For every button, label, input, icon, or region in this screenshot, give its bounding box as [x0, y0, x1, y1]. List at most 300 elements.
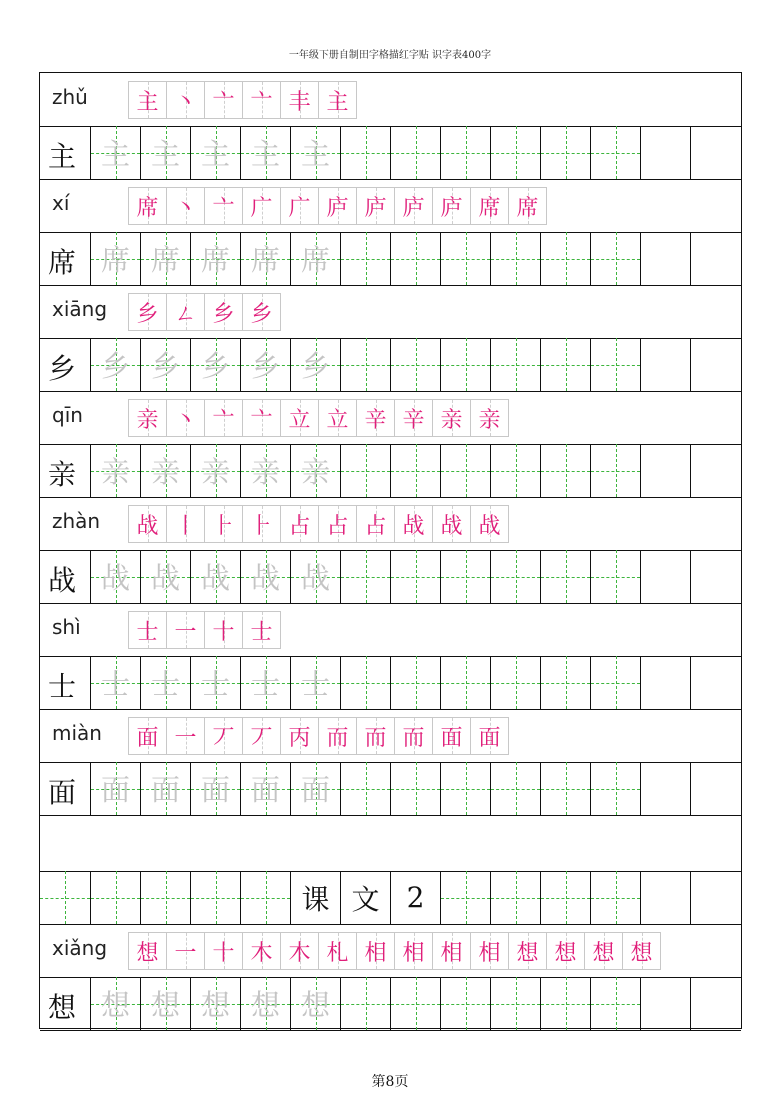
tianzige-cell[interactable]	[290, 656, 340, 709]
stroke-step	[243, 612, 280, 648]
stroke-glyph: 丙	[288, 725, 311, 751]
stroke-glyph: 一	[174, 619, 197, 645]
trace-character: 亲	[200, 455, 230, 489]
stroke-glyph: 木	[250, 940, 273, 966]
stroke-order-strip	[128, 187, 547, 225]
tianzige-cell[interactable]	[390, 444, 440, 497]
tianzige-cell[interactable]	[340, 871, 390, 924]
trace-character: 乡	[150, 349, 180, 383]
tianzige-cell[interactable]	[690, 871, 740, 924]
pinyin-row	[40, 603, 741, 657]
pinyin-row	[40, 285, 741, 339]
tianzige-cell[interactable]	[90, 762, 140, 815]
stroke-glyph: 亲	[136, 407, 159, 433]
stroke-glyph: 辛	[402, 407, 425, 433]
tianzige-cell[interactable]	[590, 656, 640, 709]
tianzige-cell[interactable]	[490, 126, 540, 179]
stroke-step	[433, 718, 471, 754]
stroke-glyph: 相	[440, 940, 463, 966]
trace-character: 主	[100, 137, 130, 171]
tianzige-cell[interactable]	[290, 871, 340, 924]
tianzige-cell[interactable]	[90, 977, 140, 1030]
tianzige-cell[interactable]	[140, 762, 190, 815]
stroke-step	[433, 188, 471, 224]
stroke-step	[129, 188, 167, 224]
tianzige-cell[interactable]	[440, 232, 490, 285]
stroke-glyph: 主	[326, 89, 349, 115]
stroke-step	[395, 188, 433, 224]
stroke-glyph: 想	[630, 940, 653, 966]
stroke-step	[129, 294, 167, 330]
tianzige-cell[interactable]	[140, 656, 190, 709]
tianzige-cell[interactable]	[90, 232, 140, 285]
tianzige-cell[interactable]	[140, 977, 190, 1030]
stroke-step	[205, 933, 243, 969]
tianzige-cell[interactable]	[190, 550, 240, 603]
tianzige-cell[interactable]	[240, 232, 290, 285]
trace-character: 席	[250, 243, 280, 277]
stroke-step	[243, 718, 281, 754]
trace-character: 乡	[250, 349, 280, 383]
stroke-glyph: 立	[326, 407, 349, 433]
stroke-step	[243, 933, 281, 969]
trace-character: 士	[250, 667, 280, 701]
pinyin-row	[40, 179, 741, 233]
tianzige-cell[interactable]	[490, 762, 540, 815]
tianzige-cell[interactable]	[290, 338, 340, 391]
lesson-title-row	[40, 871, 741, 925]
tianzige-cell[interactable]	[390, 762, 440, 815]
stroke-glyph: 十	[212, 940, 235, 966]
trace-character: 战	[300, 561, 330, 595]
stroke-glyph: 战	[402, 513, 425, 539]
stroke-step	[319, 933, 357, 969]
stroke-glyph: 而	[364, 725, 387, 751]
stroke-step	[205, 188, 243, 224]
stroke-step	[319, 506, 357, 542]
tianzige-cell[interactable]	[390, 232, 440, 285]
tianzige-cell[interactable]	[640, 126, 690, 179]
stroke-glyph: 木	[288, 940, 311, 966]
tianzige-cell[interactable]	[640, 656, 690, 709]
stroke-step	[281, 718, 319, 754]
pinyin-row	[40, 924, 741, 978]
stroke-glyph: 丆	[212, 725, 235, 751]
stroke-glyph: 庐	[364, 195, 387, 221]
pinyin-label: qīn	[52, 403, 83, 427]
trace-character: 席	[200, 243, 230, 277]
pinyin-row	[40, 73, 741, 127]
stroke-step	[357, 933, 395, 969]
trace-character: 面	[300, 773, 330, 807]
stroke-step	[319, 188, 357, 224]
stroke-glyph: 士	[250, 619, 273, 645]
stroke-glyph: 丰	[288, 89, 311, 115]
tianzige-cell[interactable]	[240, 656, 290, 709]
tianzige-grid	[90, 232, 741, 285]
trace-character: 面	[100, 773, 130, 807]
tianzige-cell[interactable]	[190, 656, 240, 709]
stroke-glyph: 相	[402, 940, 425, 966]
tianzige-cell[interactable]	[490, 550, 540, 603]
pinyin-label: miàn	[52, 721, 102, 745]
tianzige-cell[interactable]	[140, 871, 190, 924]
page-header: 一年级下册自制田字格描红字贴 识字表400字	[288, 50, 492, 61]
stroke-step	[243, 506, 281, 542]
pinyin-row	[40, 497, 741, 551]
stroke-glyph: 广	[250, 195, 273, 221]
tianzige-cell[interactable]	[240, 338, 290, 391]
tianzige-cell[interactable]	[690, 550, 740, 603]
stroke-step	[129, 506, 167, 542]
stroke-step	[205, 612, 243, 648]
pinyin-row	[40, 709, 741, 763]
tianzige-cell[interactable]	[90, 338, 140, 391]
trace-character: 战	[200, 561, 230, 595]
tianzige-cell[interactable]	[640, 762, 690, 815]
tianzige-cell[interactable]	[640, 444, 690, 497]
tianzige-cell[interactable]	[690, 232, 740, 285]
stroke-step	[205, 82, 243, 118]
stroke-glyph: 面	[478, 725, 501, 751]
stroke-step	[623, 933, 660, 969]
tianzige-cell[interactable]	[340, 977, 390, 1030]
stroke-glyph: 占	[326, 513, 349, 539]
trace-character: 席	[300, 243, 330, 277]
stroke-glyph: 十	[212, 619, 235, 645]
tianzige-cell[interactable]	[290, 762, 340, 815]
stroke-glyph: 一	[174, 725, 197, 751]
stroke-glyph: 战	[136, 513, 159, 539]
tianzige-cell[interactable]	[190, 762, 240, 815]
stroke-glyph: 而	[326, 725, 349, 751]
stroke-step	[167, 82, 205, 118]
tianzige-cell[interactable]	[190, 871, 240, 924]
tianzige-cell[interactable]	[390, 977, 440, 1030]
stroke-step	[129, 612, 167, 648]
tianzige-cell[interactable]	[290, 977, 340, 1030]
tianzige-cell[interactable]	[90, 126, 140, 179]
stroke-step	[167, 294, 205, 330]
tianzige-cell[interactable]	[490, 444, 540, 497]
stroke-glyph: 亲	[440, 407, 463, 433]
tianzige-cell[interactable]	[190, 977, 240, 1030]
stroke-step	[281, 82, 319, 118]
trace-character: 亲	[250, 455, 280, 489]
tianzige-cell[interactable]	[340, 762, 390, 815]
practice-row	[40, 550, 741, 604]
stroke-glyph: 丆	[250, 725, 273, 751]
tianzige-cell[interactable]	[640, 232, 690, 285]
stroke-glyph: 亠	[250, 89, 273, 115]
tianzige-cell[interactable]	[90, 444, 140, 497]
stroke-glyph: 丶	[174, 89, 197, 115]
tianzige-cell[interactable]	[690, 338, 740, 391]
tianzige-cell[interactable]	[240, 871, 290, 924]
tianzige-cell[interactable]	[540, 550, 590, 603]
trace-character: 席	[100, 243, 130, 277]
tianzige-cell[interactable]	[340, 232, 390, 285]
page-number: 第8页	[371, 1074, 409, 1090]
lesson-title-glyph: 课	[301, 882, 330, 916]
stroke-step	[395, 506, 433, 542]
tianzige-cell[interactable]	[540, 126, 590, 179]
tianzige-cell[interactable]	[690, 126, 740, 179]
stroke-step	[205, 506, 243, 542]
tianzige-cell[interactable]	[490, 871, 540, 924]
stroke-glyph: 战	[440, 513, 463, 539]
tianzige-cell[interactable]	[90, 550, 140, 603]
practice-row	[40, 656, 741, 710]
stroke-glyph: 亲	[478, 407, 501, 433]
model-character: 乡	[48, 352, 77, 385]
tianzige-cell[interactable]	[590, 550, 640, 603]
tianzige-grid	[90, 762, 741, 815]
tianzige-cell[interactable]	[240, 977, 290, 1030]
stroke-glyph: 面	[136, 725, 159, 751]
stroke-order-strip	[128, 399, 509, 437]
tianzige-cell[interactable]	[240, 762, 290, 815]
tianzige-cell[interactable]	[190, 126, 240, 179]
lesson-title-glyph: 2	[406, 881, 425, 914]
stroke-order-strip	[128, 81, 357, 119]
stroke-step	[357, 400, 395, 436]
stroke-step	[471, 718, 508, 754]
stroke-glyph: 想	[516, 940, 539, 966]
stroke-order-strip	[128, 293, 281, 331]
tianzige-cell[interactable]	[140, 444, 190, 497]
tianzige-grid	[90, 338, 741, 391]
tianzige-grid	[90, 550, 741, 603]
tianzige-cell[interactable]	[190, 338, 240, 391]
tianzige-cell[interactable]	[140, 338, 190, 391]
tianzige-cell[interactable]	[190, 232, 240, 285]
pinyin-label: xiǎng	[52, 936, 108, 960]
tianzige-cell[interactable]	[390, 656, 440, 709]
stroke-step	[433, 506, 471, 542]
tianzige-cell[interactable]	[540, 871, 590, 924]
trace-character: 主	[300, 137, 330, 171]
tianzige-cell[interactable]	[590, 444, 640, 497]
stroke-glyph: 占	[364, 513, 387, 539]
stroke-order-strip	[128, 505, 509, 543]
tianzige-grid	[90, 656, 741, 709]
tianzige-cell[interactable]	[640, 977, 690, 1030]
tianzige-cell[interactable]	[540, 977, 590, 1030]
tianzige-cell[interactable]	[440, 977, 490, 1030]
stroke-glyph: 面	[440, 725, 463, 751]
pinyin-label: xiāng	[52, 297, 108, 321]
tianzige-cell[interactable]	[590, 977, 640, 1030]
stroke-glyph: 相	[364, 940, 387, 966]
tianzige-cell[interactable]	[590, 338, 640, 391]
stroke-glyph: 士	[136, 619, 159, 645]
stroke-step	[547, 933, 585, 969]
tianzige-cell[interactable]	[290, 550, 340, 603]
tianzige-cell[interactable]	[540, 444, 590, 497]
tianzige-cell[interactable]	[490, 338, 540, 391]
stroke-order-strip	[128, 611, 281, 649]
stroke-glyph: 亠	[212, 89, 235, 115]
trace-character: 想	[100, 988, 130, 1022]
tianzige-cell[interactable]	[440, 444, 490, 497]
stroke-glyph: 庐	[440, 195, 463, 221]
tianzige-cell[interactable]	[590, 762, 640, 815]
stroke-step	[357, 718, 395, 754]
practice-row	[40, 444, 741, 498]
tianzige-cell[interactable]	[240, 444, 290, 497]
stroke-glyph: 主	[136, 89, 159, 115]
tianzige-cell[interactable]	[540, 338, 590, 391]
lesson-title-glyph: 文	[351, 882, 380, 916]
tianzige-cell[interactable]	[690, 656, 740, 709]
stroke-glyph: 丶	[174, 195, 197, 221]
stroke-step	[167, 612, 205, 648]
tianzige-cell[interactable]	[390, 871, 440, 924]
stroke-glyph: 乡	[136, 301, 159, 327]
tianzige-cell[interactable]	[340, 656, 390, 709]
stroke-step	[509, 188, 546, 224]
tianzige-cell[interactable]	[440, 550, 490, 603]
tianzige-cell[interactable]	[640, 871, 690, 924]
tianzige-cell[interactable]	[140, 126, 190, 179]
stroke-glyph: 亠	[212, 407, 235, 433]
tianzige-cell[interactable]	[240, 550, 290, 603]
stroke-glyph: 想	[592, 940, 615, 966]
stroke-step	[167, 400, 205, 436]
practice-sheet	[39, 72, 742, 1029]
stroke-glyph: 战	[478, 513, 501, 539]
tianzige-cell[interactable]	[340, 338, 390, 391]
tianzige-grid	[90, 126, 741, 179]
tianzige-grid	[40, 871, 741, 924]
tianzige-cell[interactable]	[340, 444, 390, 497]
stroke-step	[319, 718, 357, 754]
tianzige-cell[interactable]	[490, 656, 540, 709]
stroke-step	[129, 400, 167, 436]
stroke-step	[167, 718, 205, 754]
stroke-step	[205, 294, 243, 330]
tianzige-cell[interactable]	[90, 871, 140, 924]
trace-character: 乡	[100, 349, 130, 383]
trace-character: 亲	[300, 455, 330, 489]
tianzige-cell[interactable]	[390, 550, 440, 603]
tianzige-cell[interactable]	[640, 550, 690, 603]
tianzige-cell[interactable]	[290, 444, 340, 497]
tianzige-cell[interactable]	[440, 338, 490, 391]
stroke-step	[585, 933, 623, 969]
stroke-step	[471, 933, 509, 969]
stroke-step	[243, 294, 280, 330]
stroke-glyph: ㄥ	[174, 301, 197, 327]
stroke-glyph: 庐	[326, 195, 349, 221]
trace-character: 想	[150, 988, 180, 1022]
blank-row	[40, 815, 741, 872]
stroke-glyph: 占	[288, 513, 311, 539]
trace-character: 面	[150, 773, 180, 807]
tianzige-cell[interactable]	[540, 656, 590, 709]
tianzige-cell[interactable]	[540, 762, 590, 815]
stroke-step	[433, 933, 471, 969]
tianzige-cell[interactable]	[590, 871, 640, 924]
tianzige-cell[interactable]	[40, 871, 90, 924]
tianzige-cell[interactable]	[340, 126, 390, 179]
stroke-glyph: 而	[402, 725, 425, 751]
stroke-step	[243, 400, 281, 436]
stroke-glyph: 想	[554, 940, 577, 966]
tianzige-cell[interactable]	[340, 550, 390, 603]
tianzige-cell[interactable]	[590, 232, 640, 285]
stroke-step	[471, 188, 509, 224]
model-character: 主	[48, 140, 77, 173]
stroke-glyph: 札	[326, 940, 349, 966]
stroke-step	[395, 718, 433, 754]
model-character: 想	[48, 991, 77, 1024]
stroke-step	[357, 506, 395, 542]
stroke-step	[471, 400, 508, 436]
stroke-glyph: 亠	[212, 195, 235, 221]
tianzige-cell[interactable]	[440, 656, 490, 709]
tianzige-cell[interactable]	[440, 126, 490, 179]
tianzige-cell[interactable]	[240, 126, 290, 179]
stroke-step	[243, 82, 281, 118]
tianzige-cell[interactable]	[690, 444, 740, 497]
stroke-glyph: 相	[478, 940, 501, 966]
practice-row	[40, 762, 741, 816]
tianzige-cell[interactable]	[390, 338, 440, 391]
tianzige-cell[interactable]	[540, 232, 590, 285]
trace-character: 亲	[150, 455, 180, 489]
tianzige-cell[interactable]	[90, 656, 140, 709]
stroke-glyph: 亠	[250, 407, 273, 433]
tianzige-cell[interactable]	[490, 977, 540, 1030]
stroke-step	[433, 400, 471, 436]
trace-character: 战	[250, 561, 280, 595]
stroke-step	[281, 400, 319, 436]
tianzige-cell[interactable]	[140, 550, 190, 603]
stroke-glyph: 席	[478, 195, 501, 221]
tianzige-grid	[90, 977, 741, 1030]
tianzige-cell[interactable]	[640, 338, 690, 391]
trace-character: 战	[150, 561, 180, 595]
tianzige-cell[interactable]	[190, 444, 240, 497]
model-character: 战	[48, 564, 77, 597]
tianzige-cell[interactable]	[390, 126, 440, 179]
tianzige-cell[interactable]	[440, 871, 490, 924]
tianzige-cell[interactable]	[490, 232, 540, 285]
trace-character: 想	[250, 988, 280, 1022]
stroke-glyph: 想	[136, 940, 159, 966]
tianzige-cell[interactable]	[290, 232, 340, 285]
practice-row	[40, 338, 741, 392]
pinyin-label: xí	[52, 191, 70, 215]
stroke-step	[129, 933, 167, 969]
tianzige-cell[interactable]	[140, 232, 190, 285]
trace-character: 亲	[100, 455, 130, 489]
stroke-step	[129, 82, 167, 118]
tianzige-cell[interactable]	[290, 126, 340, 179]
tianzige-cell[interactable]	[440, 762, 490, 815]
stroke-glyph: ⺊	[212, 513, 235, 539]
tianzige-cell[interactable]	[590, 126, 640, 179]
trace-character: 士	[100, 667, 130, 701]
stroke-step	[281, 188, 319, 224]
trace-character: 乡	[200, 349, 230, 383]
tianzige-cell[interactable]	[690, 977, 740, 1030]
stroke-glyph: ⺊	[250, 513, 273, 539]
stroke-step	[281, 933, 319, 969]
tianzige-cell[interactable]	[690, 762, 740, 815]
